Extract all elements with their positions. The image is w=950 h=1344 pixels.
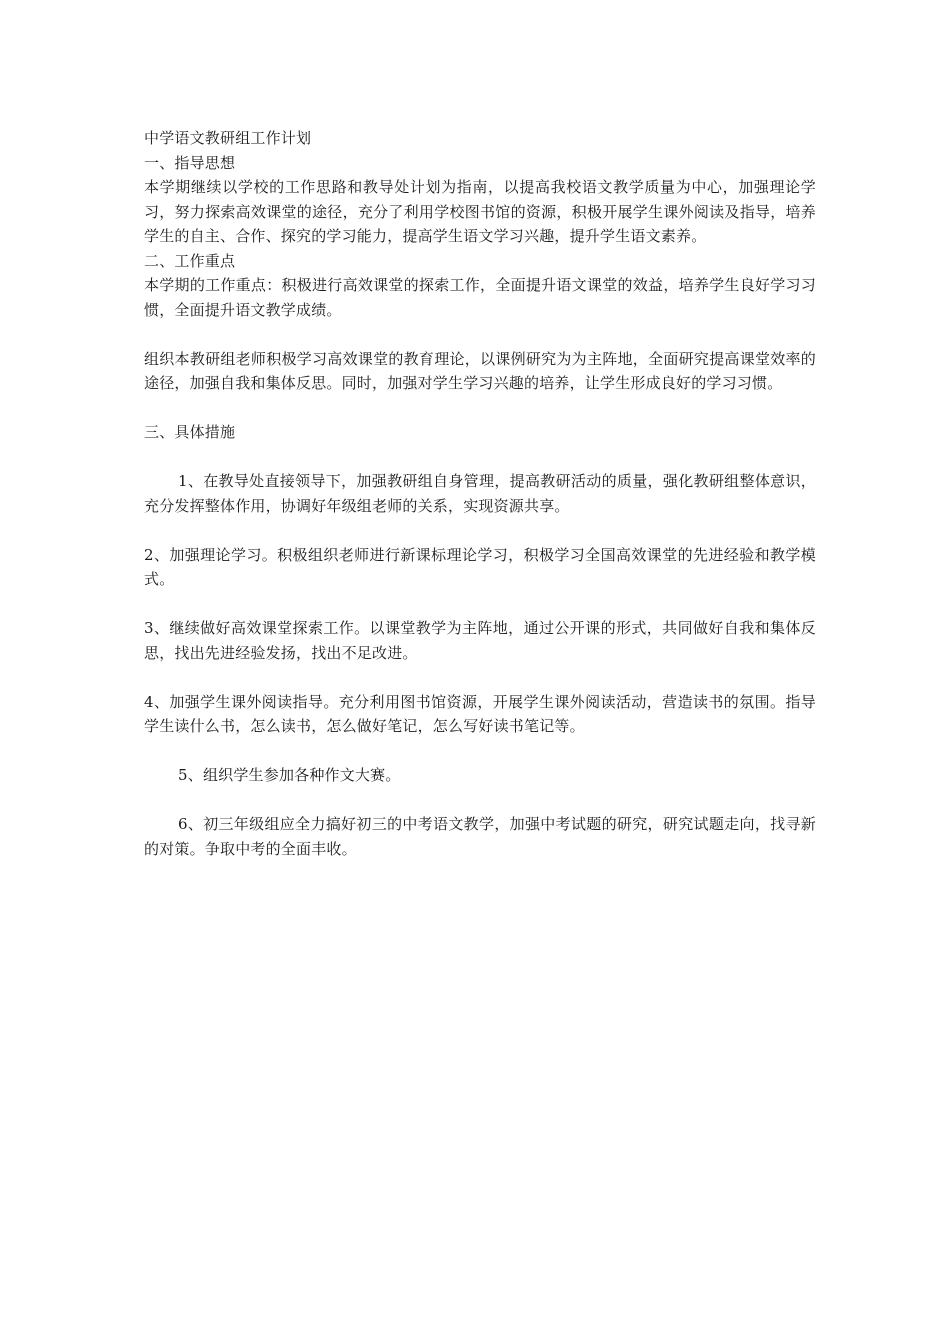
paragraph-spacer [144, 518, 816, 543]
paragraph-spacer [144, 322, 816, 347]
section-body-guiding-thought: 本学期继续以学校的工作思路和教导处计划为指南，以提高我校语文教学质量为中心，加强理论学习，努力探索高效课堂的途径，充分了利用学校图书馆的资源，积极开展学生课外阅读及指导，培养学生的自主、合作、探究的学习能力，提高学生语文学习兴趣，提升学生语文素养。 [144, 178, 816, 245]
measure-item-4: 4、加强学生课外阅读指导。充分利用图书馆资源，开展学生课外阅读活动，营造读书的氛围。指导学生读什么书，怎么读书，怎么做好笔记，怎么写好读书笔记等。 [144, 692, 816, 735]
section-body-work-focus: 本学期的工作重点：积极进行高效课堂的探索工作，全面提升语文课堂的效益，培养学生良好学习习惯，全面提升语文教学成绩。 [144, 276, 816, 319]
measure-item-1: 1、在教导处直接领导下，加强教研组自身管理，提高教研活动的质量，强化教研组整体意识，充分发挥整体作用，协调好年级组老师的关系，实现资源共享。 [144, 472, 816, 515]
measure-item-2: 2、加强理论学习。积极组织老师进行新课标理论学习，积极学习全国高效课堂的先进经验和教学模式。 [144, 545, 816, 588]
paragraph-spacer [144, 396, 816, 421]
paragraph-spacer [144, 788, 816, 813]
paragraph-spacer [144, 592, 816, 617]
paragraph-spacer [144, 739, 816, 764]
measure-item-5: 5、组织学生参加各种作文大赛。 [178, 766, 401, 784]
document-title: 中学语文教研组工作计划 [144, 129, 312, 147]
section-heading-measures: 三、具体措施 [144, 423, 236, 441]
section-heading-guiding-thought: 一、指导思想 [144, 153, 236, 172]
paragraph-spacer [144, 665, 816, 690]
measure-item-3: 3、继续做好高效课堂探索工作。以课堂教学为主阵地，通过公开课的形式，共同做好自我和集体反思，找出先进经验发扬，找出不足改进。 [144, 619, 816, 662]
paragraph-spacer [144, 445, 816, 470]
measure-item-6: 6、初三年级组应全力搞好初三的中考语文教学，加强中考试题的研究，研究试题走向，找寻新的对策。争取中考的全面丰收。 [144, 815, 816, 858]
section-body-work-focus-2: 组织本教研组老师积极学习高效课堂的教育理论，以课例研究为为主阵地，全面研究提高课堂效率的途径，加强自我和集体反思。同时，加强对学生学习兴趣的培养，让学生形成良好的学习习惯。 [144, 349, 816, 392]
document-body [144, 126, 816, 861]
section-heading-work-focus: 二、工作重点 [144, 251, 236, 270]
